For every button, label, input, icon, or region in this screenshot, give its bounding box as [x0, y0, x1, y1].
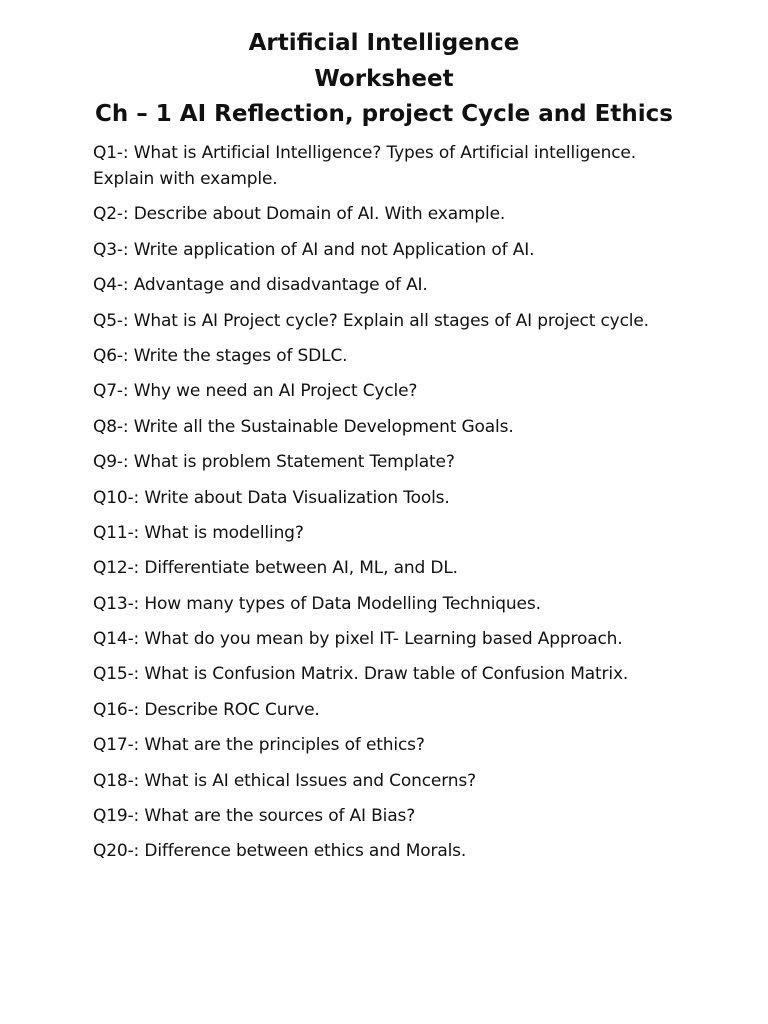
- worksheet-title: [0, 26, 768, 133]
- question-item: Q7-: Why we need an AI Project Cycle?: [93, 381, 418, 402]
- question-item: Q4-: Advantage and disadvantage of AI.: [93, 275, 428, 296]
- question-item: Q1-: What is Artificial Intelligence? Types of Artificial intelligence. Explain with example.: [93, 143, 636, 189]
- title-line-subject: Artificial Intelligence: [248, 30, 520, 56]
- question-item: Q2-: Describe about Domain of AI. With example.: [93, 204, 506, 225]
- question-item: Q17-: What are the principles of ethics?: [93, 735, 425, 756]
- question-item: Q5-: What is AI Project cycle? Explain all stages of AI project cycle.: [93, 310, 649, 331]
- question-item: Q11-: What is modelling?: [93, 522, 304, 543]
- question-item: Q13-: How many types of Data Modelling Techniques.: [93, 593, 541, 614]
- question-item: Q12-: Differentiate between AI, ML, and DL.: [93, 558, 458, 579]
- title-line-chapter: Ch – 1 AI Reflection, project Cycle and Ethics: [95, 101, 673, 127]
- question-item: Q10-: Write about Data Visualization Tools.: [93, 487, 450, 508]
- question-item: Q15-: What is Confusion Matrix. Draw table of Confusion Matrix.: [93, 664, 629, 685]
- question-item: Q8-: Write all the Sustainable Development Goals.: [93, 416, 514, 437]
- title-line-worksheet: Worksheet: [314, 65, 454, 92]
- question-item: Q18-: What is AI ethical Issues and Concerns?: [93, 770, 476, 791]
- question-list: [93, 140, 683, 874]
- question-item: Q20-: Difference between ethics and Morals.: [93, 841, 467, 862]
- question-item: Q3-: Write application of AI and not Application of AI.: [93, 239, 535, 260]
- question-item: Q6-: Write the stages of SDLC.: [93, 345, 348, 366]
- question-item: Q16-: Describe ROC Curve.: [93, 699, 320, 720]
- question-item: Q19-: What are the sources of AI Bias?: [93, 806, 416, 827]
- question-item: Q14-: What do you mean by pixel IT- Learning based Approach.: [93, 629, 623, 650]
- question-item: Q9-: What is problem Statement Template?: [93, 452, 455, 473]
